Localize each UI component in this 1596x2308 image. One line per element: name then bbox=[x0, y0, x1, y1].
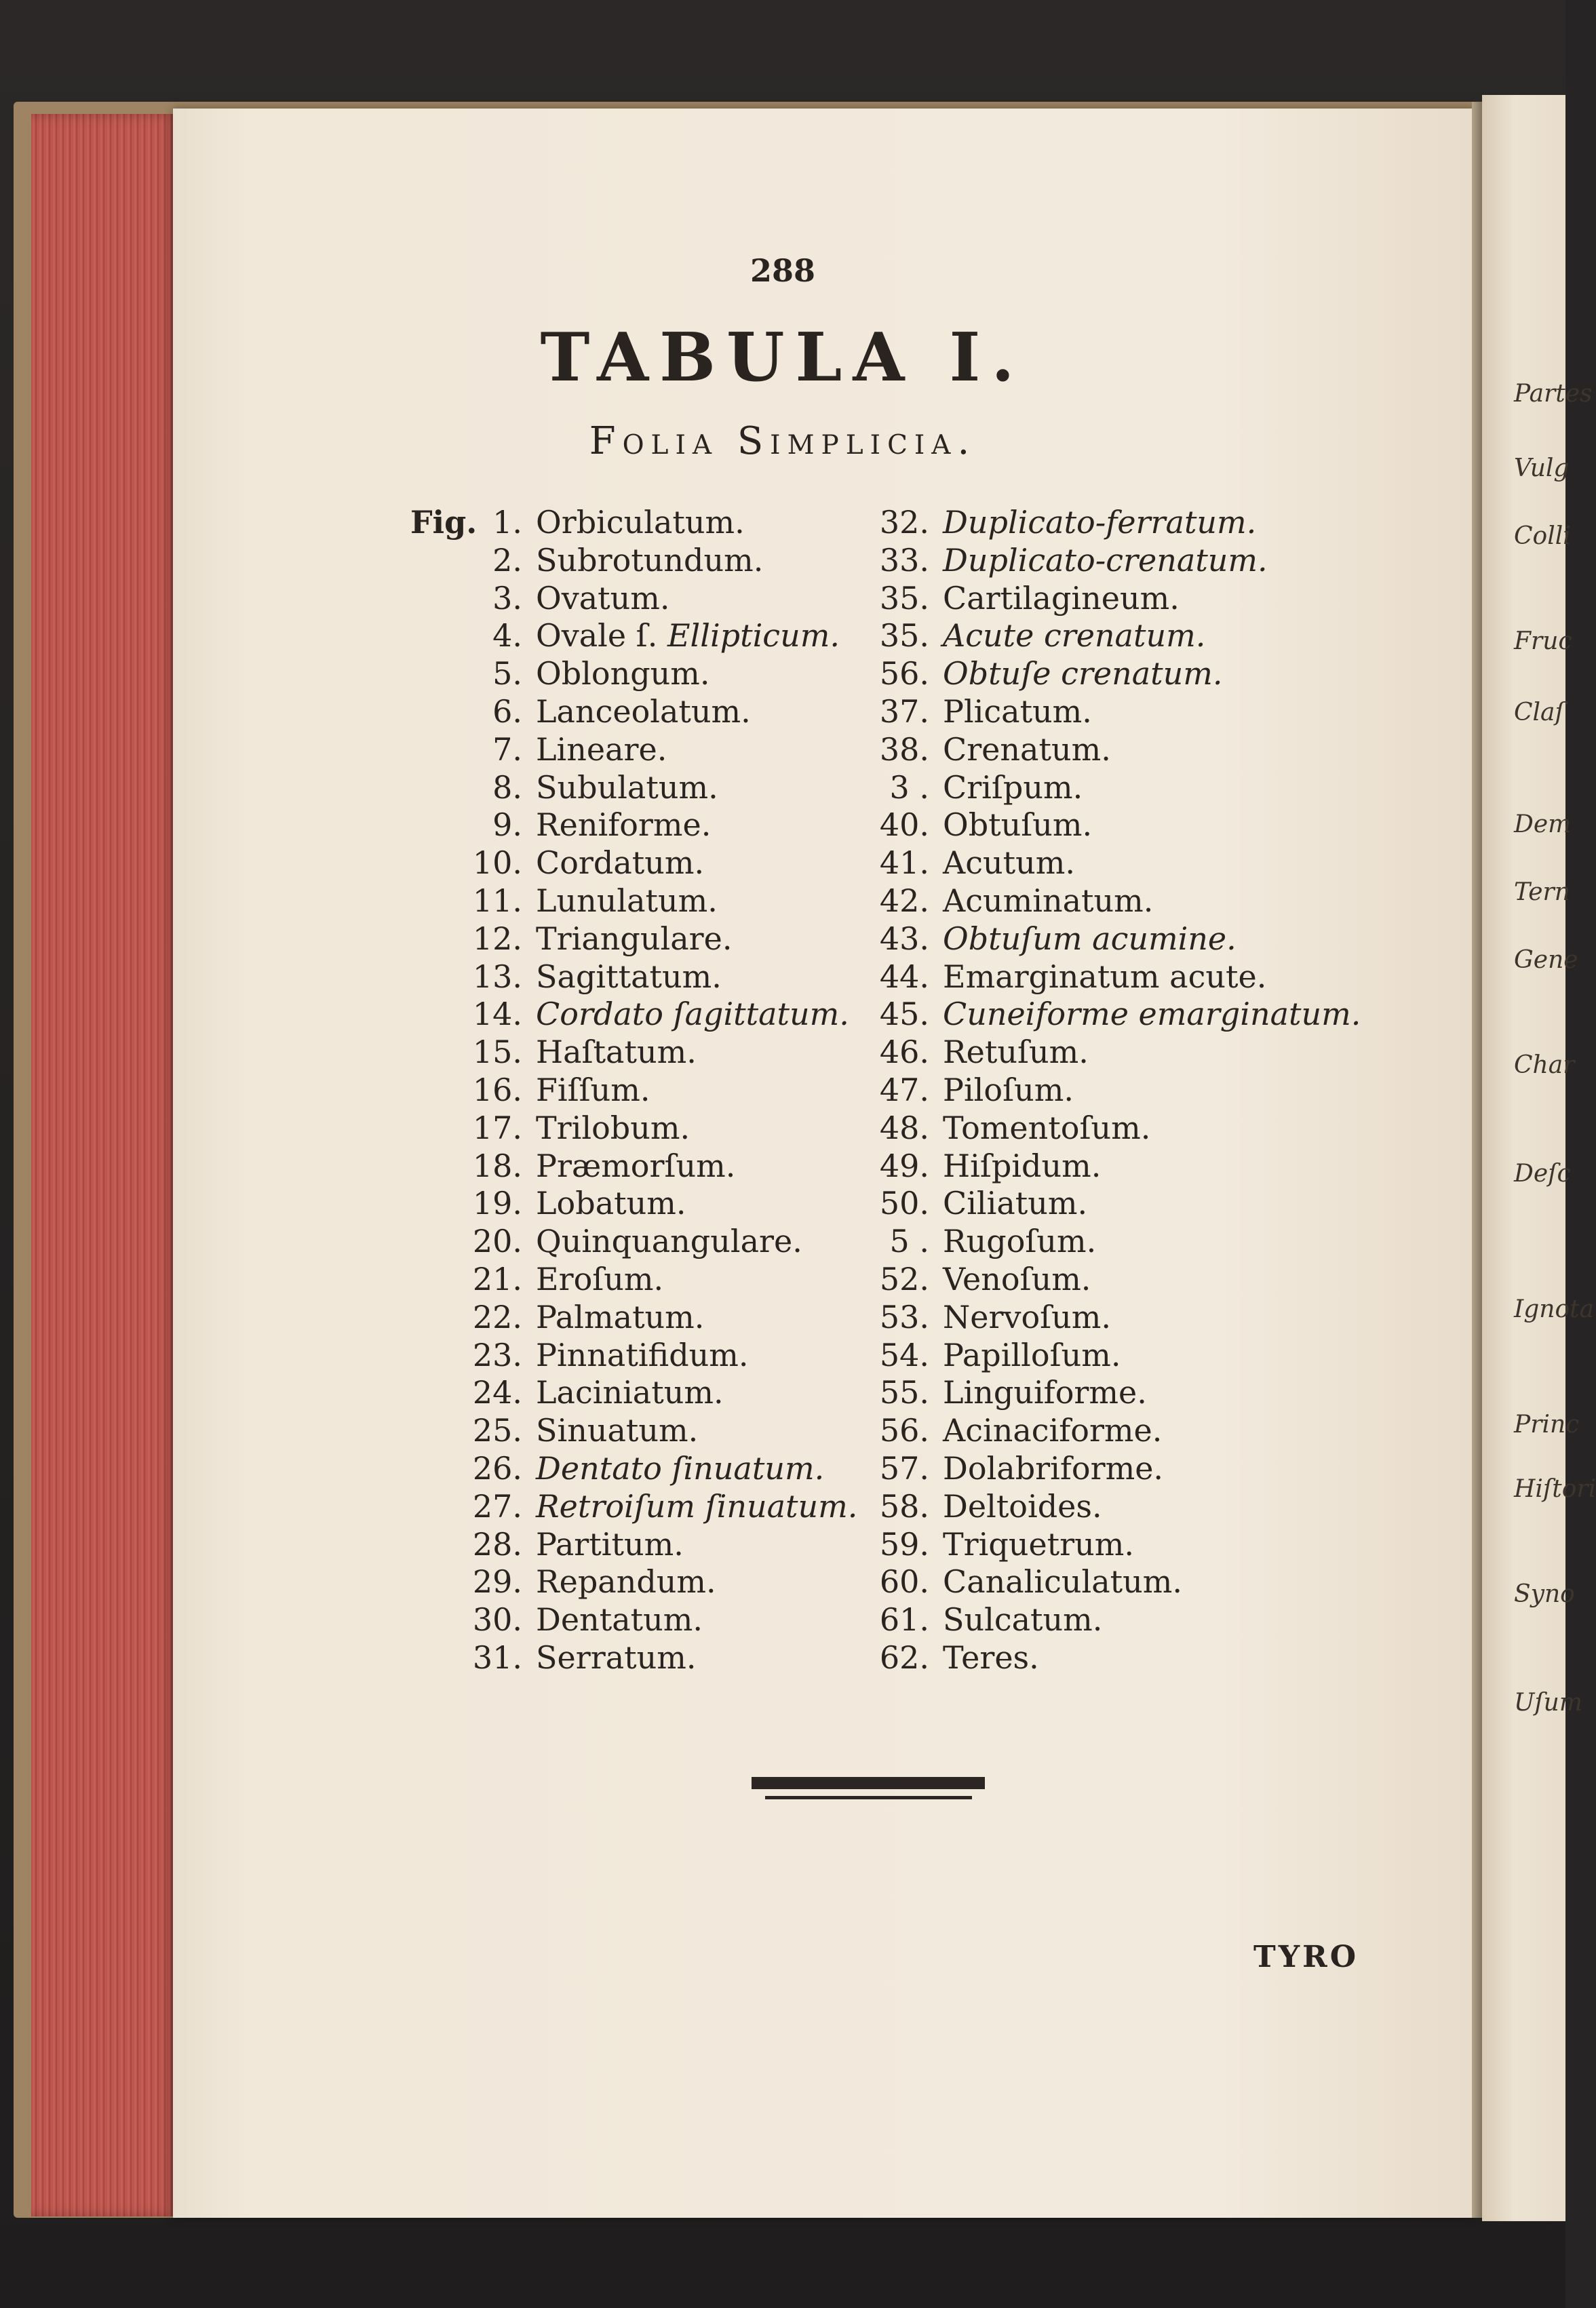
figure-term bbox=[943, 1184, 1087, 1222]
figure-term bbox=[536, 1109, 690, 1147]
figure-term-text: Acuminatum. bbox=[943, 882, 1154, 919]
figure-term-text: Tomentoſum. bbox=[943, 1110, 1151, 1146]
figure-number: 61. bbox=[879, 1601, 929, 1638]
figure-term bbox=[536, 1563, 716, 1601]
facing-page-fragment: Ignota bbox=[1514, 1295, 1595, 1323]
catchword: TYRO bbox=[1253, 1940, 1359, 1974]
figure-number: 5 . bbox=[889, 1223, 929, 1259]
figure-term bbox=[943, 1411, 1162, 1449]
figure-term-text: Cartilagineum. bbox=[943, 580, 1180, 617]
figure-term bbox=[943, 1298, 1111, 1336]
figure-number: 48. bbox=[879, 1110, 929, 1146]
figure-term-text: Palmatum. bbox=[536, 1299, 705, 1335]
figure-term-text: Retuſum. bbox=[943, 1034, 1089, 1070]
figure-term-text: Ovatum. bbox=[536, 580, 670, 617]
figure-number: 29. bbox=[472, 1563, 522, 1600]
figure-term bbox=[943, 1071, 1074, 1109]
figure-term-text: Laciniatum. bbox=[536, 1374, 724, 1411]
figure-term bbox=[536, 1336, 749, 1374]
figure-number: 7. bbox=[492, 731, 522, 768]
figure-number: 56. bbox=[879, 1412, 929, 1449]
figure-number: 21. bbox=[472, 1261, 522, 1297]
figure-term bbox=[943, 1563, 1182, 1601]
figure-term bbox=[536, 1298, 704, 1336]
figure-number: 28. bbox=[472, 1526, 522, 1563]
figure-term bbox=[536, 1147, 735, 1185]
figure-term bbox=[536, 1525, 684, 1563]
figure-number: 4. bbox=[492, 617, 522, 654]
figure-number: 49. bbox=[879, 1148, 929, 1184]
figure-term-text: Nervoſum. bbox=[943, 1299, 1112, 1335]
figure-number: 18. bbox=[472, 1148, 522, 1184]
figure-number: 13. bbox=[472, 958, 522, 995]
figure-term-text: Lanceolatum. bbox=[536, 693, 751, 730]
facing-page-fragment: Colli bbox=[1514, 522, 1571, 550]
figure-number: 19. bbox=[472, 1185, 522, 1221]
figure-number: 15. bbox=[472, 1034, 522, 1070]
figure-term bbox=[536, 1071, 650, 1109]
figure-number: 35. bbox=[879, 617, 929, 654]
figure-term-text: Haſtatum. bbox=[536, 1034, 697, 1070]
figure-term-text: Sagittatum. bbox=[536, 958, 722, 995]
facing-page-fragment: Claſ bbox=[1514, 699, 1564, 726]
figure-number: 57. bbox=[879, 1450, 929, 1487]
figure-term bbox=[943, 1639, 1039, 1677]
figure-number: 8. bbox=[492, 769, 522, 806]
figure-term bbox=[943, 503, 1256, 541]
figure-number: 59. bbox=[879, 1526, 929, 1563]
page-title: TABULA I. bbox=[540, 319, 1026, 397]
figure-number: 47. bbox=[879, 1072, 929, 1108]
figure-term bbox=[536, 844, 704, 882]
figure-number: 54. bbox=[879, 1337, 929, 1373]
page-subtitle: Folia Simplicia. bbox=[589, 419, 977, 463]
figure-term-text: Orbiculatum. bbox=[536, 504, 745, 541]
figure-number: 22. bbox=[472, 1299, 522, 1335]
facing-page-fragment: Deſc bbox=[1514, 1160, 1571, 1188]
figure-number: 1. bbox=[492, 504, 522, 541]
figure-term bbox=[943, 1487, 1102, 1525]
figure-term-text: Repandum. bbox=[536, 1563, 716, 1600]
figure-term-text: Cuneiforme emarginatum. bbox=[943, 996, 1361, 1032]
figure-term bbox=[943, 806, 1092, 844]
facing-page bbox=[1482, 95, 1565, 2221]
figure-term-text: Præmorſum. bbox=[536, 1148, 736, 1184]
figure-term bbox=[943, 920, 1237, 958]
figure-term-text: Acinaciforme. bbox=[943, 1412, 1163, 1449]
figure-term bbox=[536, 617, 840, 654]
figure-number: 10. bbox=[472, 844, 522, 881]
figure-term-text: Acutum. bbox=[943, 844, 1075, 881]
figure-term bbox=[943, 882, 1153, 920]
figure-number: 14. bbox=[472, 996, 522, 1032]
figure-term bbox=[536, 1411, 698, 1449]
facing-page-fragment: Hiſtori bbox=[1514, 1475, 1596, 1503]
figure-term bbox=[536, 1487, 857, 1525]
figure-term-text: Acute crenatum. bbox=[943, 617, 1206, 654]
figure-term-text: Dolabriforme. bbox=[943, 1450, 1164, 1487]
figure-term-text: Triangulare. bbox=[536, 920, 733, 957]
figure-term-text: Cordato ſagittatum. bbox=[536, 996, 849, 1032]
figure-number: 41. bbox=[879, 844, 929, 881]
figure-term bbox=[943, 768, 1083, 806]
figure-term-text: Piloſum. bbox=[943, 1072, 1074, 1108]
facing-page-fragment: Vulg bbox=[1514, 454, 1570, 482]
figure-term-text: Duplicato-crenatum. bbox=[943, 542, 1268, 579]
figure-number: 40. bbox=[879, 806, 929, 843]
figure-term bbox=[943, 1525, 1134, 1563]
figure-term bbox=[536, 1184, 686, 1222]
figure-number: 24. bbox=[472, 1374, 522, 1411]
figure-number: 20. bbox=[472, 1223, 522, 1259]
figure-term bbox=[943, 1222, 1096, 1260]
figure-term-italic: Ellipticum. bbox=[667, 617, 840, 654]
figure-number: 30. bbox=[472, 1601, 522, 1638]
figure-term-text: Papilloſum. bbox=[943, 1337, 1121, 1373]
figure-number: 50. bbox=[879, 1185, 929, 1221]
figure-term bbox=[943, 1373, 1147, 1411]
figure-number: 5. bbox=[492, 655, 522, 692]
figure-term-text: Retroiſum ſinuatum. bbox=[536, 1488, 858, 1525]
figure-number: 2. bbox=[492, 542, 522, 579]
facing-page-fragment: Fruc bbox=[1514, 627, 1572, 655]
figure-term-text: Partitum. bbox=[536, 1526, 684, 1563]
facing-page-fragment: Tern bbox=[1514, 878, 1570, 906]
figure-term bbox=[943, 844, 1075, 882]
figure-term-text: Sulcatum. bbox=[943, 1601, 1103, 1638]
figure-term bbox=[943, 1336, 1121, 1374]
figure-number: 53. bbox=[879, 1299, 929, 1335]
figure-term bbox=[536, 503, 745, 541]
figure-term-text: Obtuſum acumine. bbox=[943, 920, 1237, 957]
figure-number: 56. bbox=[879, 655, 929, 692]
figure-number: 44. bbox=[879, 958, 929, 995]
figure-term-text: Hiſpidum. bbox=[943, 1148, 1102, 1184]
figure-term-text: Plicatum. bbox=[943, 693, 1092, 730]
figure-term-text: Dentato ſinuatum. bbox=[536, 1450, 825, 1487]
figure-term-text: Obtuſum. bbox=[943, 806, 1093, 843]
figure-term bbox=[536, 920, 732, 958]
figure-number: 58. bbox=[879, 1488, 929, 1525]
figure-term-text: Linguiforme. bbox=[943, 1374, 1147, 1411]
figure-term bbox=[943, 617, 1205, 654]
figure-term bbox=[943, 1147, 1101, 1185]
figure-number: 35. bbox=[879, 580, 929, 617]
figure-term-text: Serratum. bbox=[536, 1639, 697, 1676]
facing-page-fragment: Char bbox=[1514, 1051, 1575, 1079]
figure-number: 27. bbox=[472, 1488, 522, 1525]
figure-term-text: Obtuſe crenatum. bbox=[943, 655, 1223, 692]
figure-term-text: Triquetrum. bbox=[943, 1526, 1135, 1563]
facing-page-fragment: Syno bbox=[1514, 1580, 1575, 1608]
figure-term-text: Cordatum. bbox=[536, 844, 705, 881]
figure-term-text: Duplicato-ferratum. bbox=[943, 504, 1257, 541]
figure-term bbox=[943, 995, 1361, 1033]
facing-page-fragment: Uſum bbox=[1514, 1689, 1582, 1717]
figure-number: 37. bbox=[879, 693, 929, 730]
figure-term bbox=[536, 1449, 824, 1487]
figure-number: 52. bbox=[879, 1261, 929, 1297]
figure-term-text: Ciliatum. bbox=[943, 1185, 1088, 1221]
figure-term bbox=[943, 1260, 1091, 1298]
figure-term-text: Eroſum. bbox=[536, 1261, 664, 1297]
figure-term-text: Teres. bbox=[943, 1639, 1039, 1676]
figure-term bbox=[536, 1601, 703, 1639]
figure-term-text: Subrotundum. bbox=[536, 542, 764, 579]
facing-page-fragment: Dem bbox=[1514, 810, 1572, 838]
figure-term-text: Oblongum. bbox=[536, 655, 710, 692]
figure-term bbox=[536, 730, 667, 768]
figure-term-text: Deltoides. bbox=[943, 1488, 1102, 1525]
figure-number: 46. bbox=[879, 1034, 929, 1070]
figure-term-text: Lineare. bbox=[536, 731, 667, 768]
figure-term-text: Trilobum. bbox=[536, 1110, 690, 1146]
figure-number: 55. bbox=[879, 1374, 929, 1411]
figure-term bbox=[536, 1260, 663, 1298]
figure-number: 25. bbox=[472, 1412, 522, 1449]
figure-number: 43. bbox=[879, 920, 929, 957]
figure-term bbox=[536, 654, 710, 692]
figure-term bbox=[536, 995, 849, 1033]
figure-term bbox=[943, 579, 1180, 617]
figure-number: 62. bbox=[879, 1639, 929, 1676]
figure-term-text: Emarginatum acute. bbox=[943, 958, 1267, 995]
figure-term bbox=[536, 541, 763, 579]
figure-number: 23. bbox=[472, 1337, 522, 1373]
figure-term-text: Reniforme. bbox=[536, 806, 712, 843]
figure-number: 12. bbox=[472, 920, 522, 957]
figure-term bbox=[943, 692, 1092, 730]
figure-number: 60. bbox=[879, 1563, 929, 1600]
figure-term bbox=[536, 882, 718, 920]
figure-term-text: Ovale ſ. bbox=[536, 617, 667, 654]
figure-term bbox=[536, 692, 751, 730]
figure-term bbox=[536, 1373, 724, 1411]
figure-term-text: Fiſſum. bbox=[536, 1072, 650, 1108]
figure-number: 26. bbox=[472, 1450, 522, 1487]
figure-term-text: Venoſum. bbox=[943, 1261, 1091, 1297]
figure-term-text: Lunulatum. bbox=[536, 882, 718, 919]
figure-term bbox=[943, 730, 1111, 768]
figure-number: 11. bbox=[472, 882, 522, 919]
figure-term bbox=[943, 1033, 1089, 1071]
facing-page-fragment: Partes bbox=[1514, 380, 1593, 408]
figure-term-text: Dentatum. bbox=[536, 1601, 703, 1638]
figure-term-text: Lobatum. bbox=[536, 1185, 686, 1221]
figure-term bbox=[536, 768, 718, 806]
figure-term-text: Canaliculatum. bbox=[943, 1563, 1182, 1600]
figure-term-text: Criſpum. bbox=[943, 769, 1083, 806]
figure-term-text: Pinnatifidum. bbox=[536, 1337, 749, 1373]
ornamental-rule bbox=[752, 1777, 985, 1789]
figure-number: 33. bbox=[879, 542, 929, 579]
figure-number: 42. bbox=[879, 882, 929, 919]
facing-page-fragment: Gene bbox=[1514, 946, 1578, 974]
figure-number: 6. bbox=[492, 693, 522, 730]
figure-term bbox=[943, 1601, 1102, 1639]
figure-term-text: Rugoſum. bbox=[943, 1223, 1097, 1259]
figure-number: 45. bbox=[879, 996, 929, 1032]
figure-term-text: Subulatum. bbox=[536, 769, 718, 806]
figure-number: 17. bbox=[472, 1110, 522, 1146]
figure-term-text: Sinuatum. bbox=[536, 1412, 699, 1449]
ornamental-rule-thin bbox=[765, 1796, 972, 1799]
figure-term bbox=[943, 541, 1268, 579]
page-number: 288 bbox=[750, 252, 816, 289]
figure-number: 3. bbox=[492, 580, 522, 617]
figure-number: 38. bbox=[879, 731, 929, 768]
figure-term bbox=[943, 654, 1223, 692]
figure-number: 3 . bbox=[889, 769, 929, 806]
figure-number: 31. bbox=[472, 1639, 522, 1676]
figure-number: 16. bbox=[472, 1072, 522, 1108]
figure-term bbox=[536, 1033, 697, 1071]
figure-term bbox=[536, 1639, 697, 1677]
figure-term bbox=[943, 1449, 1163, 1487]
fig-label: Fig. bbox=[410, 504, 478, 541]
figure-term bbox=[536, 1222, 802, 1260]
figure-number: 9. bbox=[492, 806, 522, 843]
figure-term bbox=[943, 958, 1266, 996]
figure-term-text: Crenatum. bbox=[943, 731, 1111, 768]
figure-term bbox=[536, 958, 722, 996]
figure-term bbox=[536, 806, 711, 844]
figure-term bbox=[943, 1109, 1150, 1147]
figure-term-text: Quinquangulare. bbox=[536, 1223, 802, 1259]
figure-term bbox=[536, 579, 669, 617]
figure-number: 32. bbox=[879, 504, 929, 541]
facing-page-fragment: Princ bbox=[1514, 1411, 1580, 1439]
